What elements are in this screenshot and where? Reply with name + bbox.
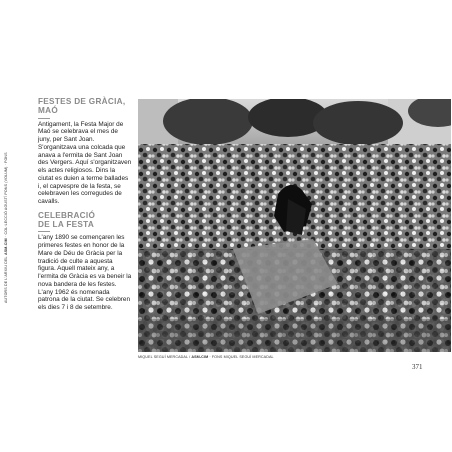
- caption-fonds: · FONS MIQUEL SEGUÍ MERCADAL: [208, 355, 274, 359]
- section-body-festes: Antigament, la Festa Major de Maó se celebrava el mes de juny, per Sant Joan. S'organitzava una colcada que anava a l'ermita de Sant Joan des Vergers. Aquí s'organitzaven els actes religiosos. Dins la ciutat es duien a terme ballades i, el capvespre de la festa, se celebraven les corregudes de cavalls.: [38, 120, 132, 206]
- page-number: 371: [412, 363, 423, 371]
- section-title-festes: FESTES DE GRÀCIA, MAÓ: [38, 97, 126, 115]
- caption-separator: /: [187, 355, 192, 359]
- photo-caption: [138, 355, 388, 359]
- section-divider: [38, 231, 50, 232]
- spine-credit-part2: ASM-CIM: [4, 238, 8, 255]
- crowd-photo-drawing: [138, 99, 451, 352]
- section-divider: [38, 118, 50, 119]
- section-title-celebracio: CELEBRACIÓ DE LA FESTA: [38, 210, 96, 229]
- section-body-celebracio: L'any 1890 se començaren les primeres festes en honor de la Mare de Déu de Gràcia per la tradició de culte a aquesta figura. Aquell mateix any, a l'ermita de Gràcia es va beneir la nova bandera de les festes. L'any 1962 és nomenada patrona de la ciutat. Se celebren els dies 7 i 8 de setembre.: [38, 234, 132, 312]
- text-column: [38, 98, 134, 318]
- crowd-photo: [138, 99, 451, 352]
- spine-credit: [2, 100, 10, 355]
- spine-credit-part3: · COL·LECCIÓ AGUSTÍ PONS (VOLUM) · FONS: [4, 152, 8, 237]
- spine-credit-part1: AUTORS DE L'ARXIU DEL: [4, 256, 8, 303]
- caption-author: MIQUEL SEGUÍ MERCADAL: [138, 355, 188, 359]
- caption-source: ASM-CIM: [191, 355, 209, 359]
